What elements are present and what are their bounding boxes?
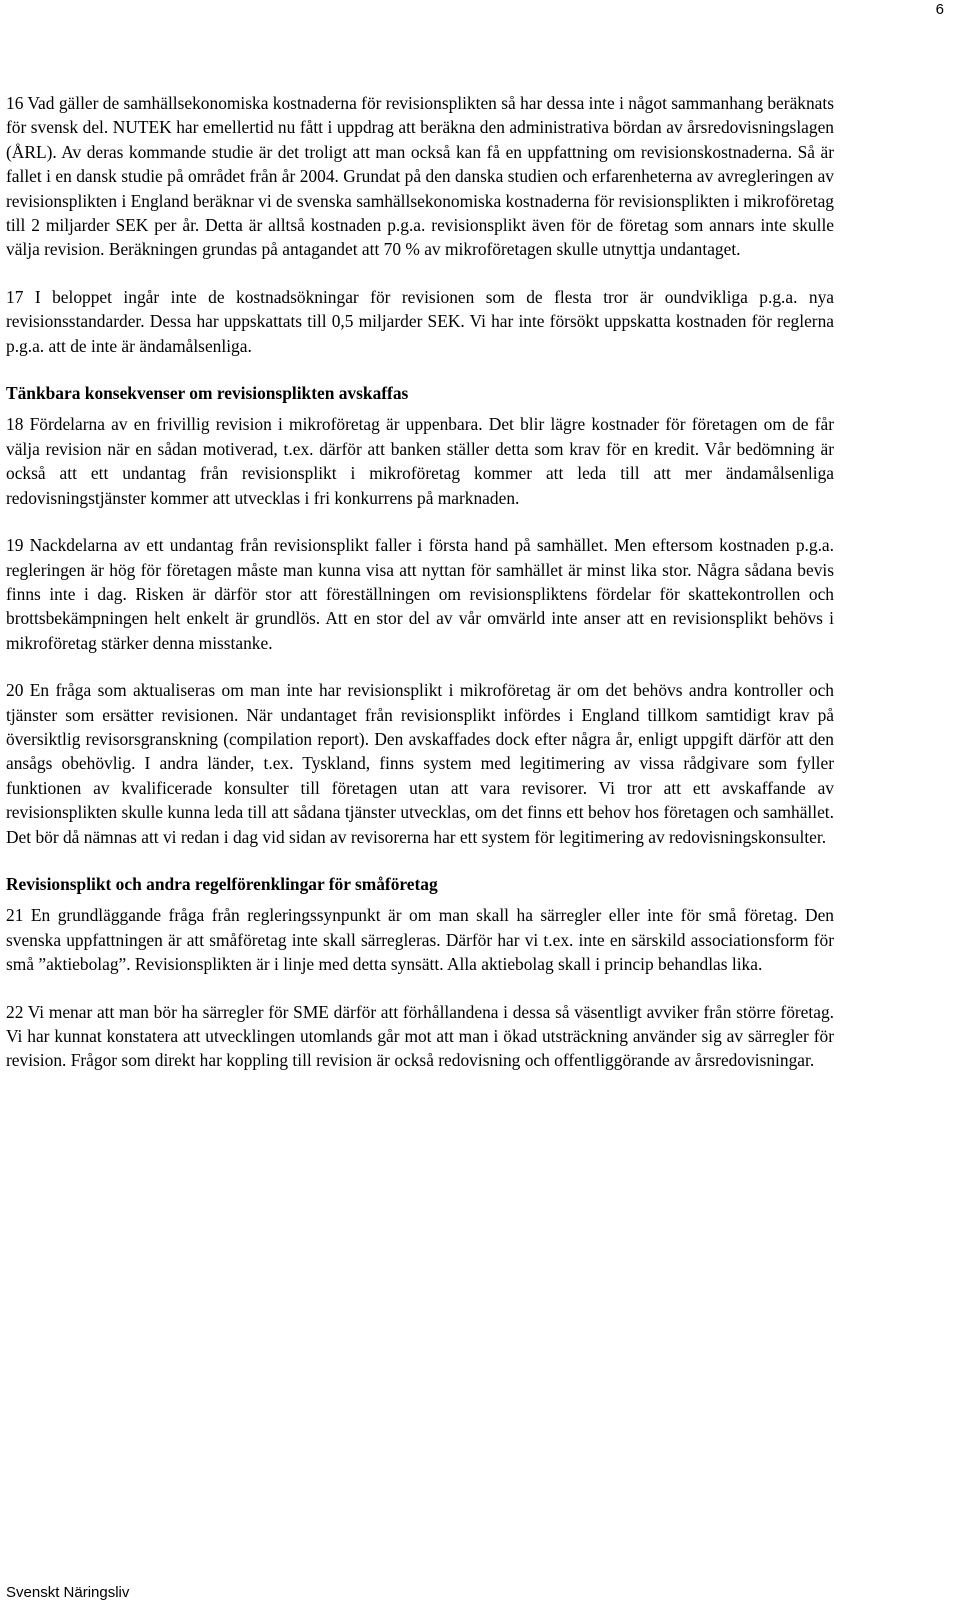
paragraph-16: 16 Vad gäller de samhällsekonomiska kostnaderna för revisionsplikten så har dessa inte i något sammanhang beräknats för svensk del. NUTEK har emellertid nu fått i uppdrag att beräkna den administrativa bördan av årsredovisningslagen (ÅRL). Av deras kommande studie är det troligt att man också kan få en uppfattning om revisionskostnaderna. Så är fallet i en dansk studie på området från år 2004. Grundat på den danska studien och erfarenheterna av avregleringen av revisionsplikten i England beräknar vi de svenska samhällsekonomiska kostnaderna för revisionsplikten i mikroföretag till 2 miljarder SEK per år. Detta är alltså kostnaden p.g.a. revisionsplikt även för de företag som annars inte skulle välja revision. Beräkningen grundas på antagandet att 70 % av mikroföretagen skulle utnyttja undantaget. xyxy=(6,93,834,260)
paragraph-17: 17 I beloppet ingår inte de kostnadsökningar för revisionen som de flesta tror är oundvikliga p.g.a. nya revisionsstandarder. Dessa har uppskattats till 0,5 miljarder SEK. Vi har inte försökt uppskatta kostnaden för reglerna p.g.a. att de inte är ändamålsenliga. xyxy=(6,286,834,356)
paragraph-20: 20 En fråga som aktualiseras om man inte har revisionsplikt i mikroföretag är om det behövs andra kontroller och tjänster som ersätter revisionen. När undantaget från revisionsplikt infördes i England tillkom samtidigt krav på översiktlig revisorsgranskning (compilation report). Den avskaffades dock efter några år, enligt uppgift därför att den ansågs obehövlig. I andra länder, t.ex. Tyskland, finns system med legitimering av vissa rådgivare som fyller funktionen av kvalificerade konsulter till företagen utan att vara revisorer. Vi tror att ett avskaffande av revisionsplikten skulle kunna leda till att sådana tjänster utvecklas, om det finns ett behov hos företagen och samhället. Det bör då nämnas att vi redan i dag vid sidan av revisorerna har ett system för legitimering av redovisningskonsulter. xyxy=(6,680,834,847)
section-heading-konsekvenser: Tänkbara konsekvenser om revisionsplikten avskaffas xyxy=(6,383,409,404)
paragraph-18: 18 Fördelarna av en frivillig revision i mikroföretag är uppenbara. Det blir lägre kostnader för företagen om de får välja revision när en sådan motiverad, t.ex. därför att banken ställer detta som krav för en kredit. Vår bedömning är också att ett undantag från revisionsplikt i mikroföretag kommer att leda till att mer ändamålsenliga redovisningstjänster kommer att utvecklas i fri konkurrens på marknaden. xyxy=(6,414,834,508)
footer-organization: Svenskt Näringsliv xyxy=(6,1584,130,1601)
paragraph-19: 19 Nackdelarna av ett undantag från revisionsplikt faller i första hand på samhället. Men eftersom kostnaden p.g.a. regleringen är hög för företagen måste man kunna visa att nyttan för samhället är minst lika stor. Några sådana bevis finns inte i dag. Risken är därför stor att föreställningen om revisionspliktens fördelar för skattekontrollen och brottsbekämpningen helt enkelt är grundlös. Att en stor del av vår omvärld inte anser att en revisionsplikt behövs i mikroföretag stärker denna misstanke. xyxy=(6,535,834,653)
paragraph-21: 21 En grundläggande fråga från regleringssynpunkt är om man skall ha särregler eller inte för små företag. Den svenska uppfattningen är att småföretag inte skall särregleras. Därför har vi t.ex. inte en särskild associationsform för små ”aktiebolag”. Revisionsplikten är i linje med detta synsätt. Alla aktiebolag skall i princip behandlas lika. xyxy=(6,905,834,975)
paragraph-22: 22 Vi menar att man bör ha särregler för SME därför att förhållandena i dessa så väsentligt avviker från större företag. Vi har kunnat konstatera att utvecklingen utomlands går mot att man i ökad utsträckning använder sig av särregler för revision. Frågor som direkt har koppling till revision är också redovisning och offentliggörande av årsredovisningar. xyxy=(6,1001,834,1071)
page-number: 6 xyxy=(935,1,944,18)
document-body xyxy=(6,91,834,1096)
section-heading-regelforenklingar: Revisionsplikt och andra regelförenklingar för småföretag xyxy=(6,873,438,894)
